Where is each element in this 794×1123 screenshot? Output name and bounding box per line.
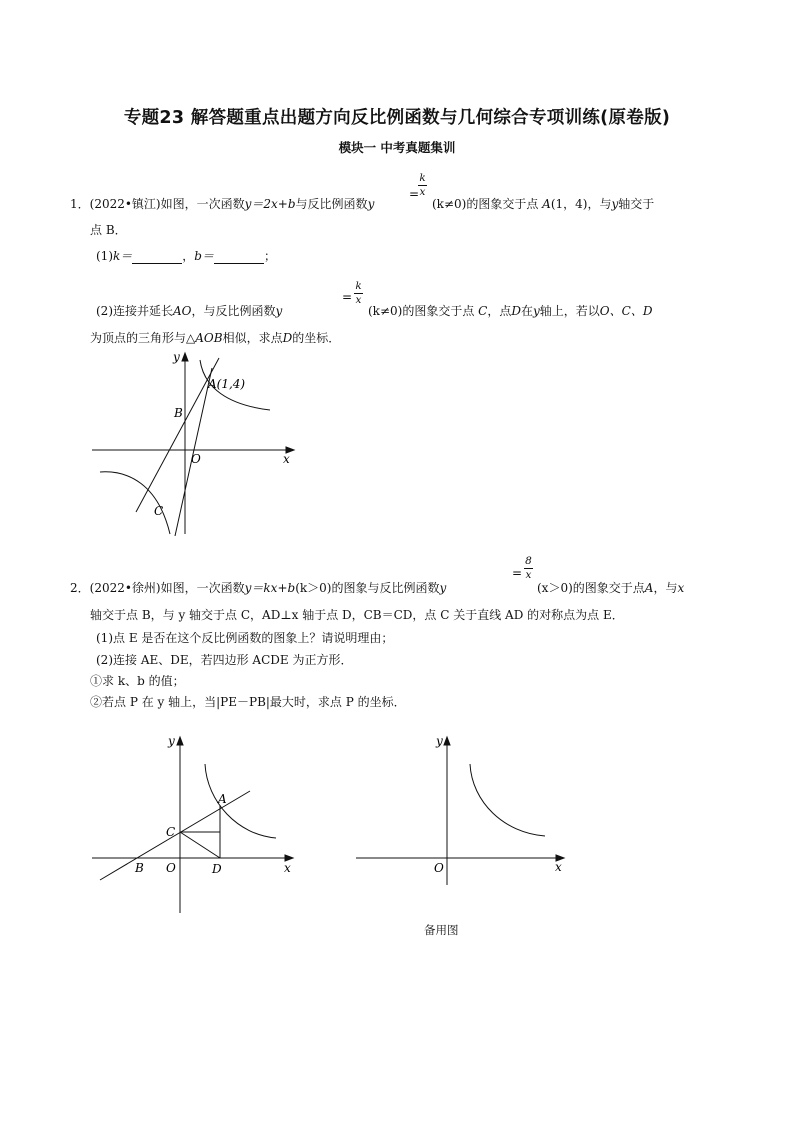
q2-part-1: (1)点 E 是否在这个反比例函数的图象上？请说明理由； — [96, 631, 394, 645]
module-heading: 模块一 中考真题集训 — [338, 140, 456, 155]
q1-text: 轴上，若以 — [539, 304, 600, 318]
q2-part-2: (2)连接 AE、DE，若四边形 ACDE 为正方形． — [96, 653, 353, 667]
q2-point-a: A — [644, 581, 654, 595]
q1-var-y: y — [367, 197, 375, 211]
origin-label: O — [191, 452, 201, 466]
fraction-denominator: x — [355, 294, 362, 306]
q1-point-d: D — [282, 331, 293, 345]
y-axis-label: y — [173, 350, 180, 364]
point-b-label: B — [174, 406, 183, 420]
fraction-numerator: 8 — [525, 555, 532, 567]
q1-text: ， — [182, 249, 195, 263]
q1-text: (1) — [96, 249, 113, 263]
x-axis-label: x — [284, 861, 291, 875]
y-axis-arrow — [182, 353, 188, 361]
q1-text: (k≠0)的图象交于点 — [368, 304, 475, 318]
q2-var-x: x — [677, 581, 685, 595]
fraction-numerator: k — [419, 172, 426, 184]
q1-text: 1．(2022•镇江)如图，一次函数 — [70, 197, 245, 211]
q2-text: (x＞0)的图象交于点 — [537, 581, 645, 595]
x-axis-label: x — [555, 860, 562, 874]
q2-sub-2: ②若点 P 在 y 轴上，当|PE－PB|最大时，求点 P 的坐标． — [90, 695, 406, 709]
q1-line-1-cont — [432, 196, 654, 212]
point-a-label: A(1,4) — [208, 377, 246, 391]
x-axis-label: x — [283, 452, 290, 466]
y-axis-arrow — [444, 737, 450, 745]
q1-eq-sign: = — [409, 187, 420, 201]
q1-text: 在 — [520, 304, 533, 318]
q1-text: (1，4)，与 — [550, 197, 612, 211]
answer-blank-b[interactable] — [214, 251, 264, 264]
q1-text: 轴交于 — [618, 197, 655, 211]
q1-text: (k≠0)的图象交于点 — [432, 197, 539, 211]
q1-part-3 — [90, 330, 340, 346]
q1-part-2-cont — [368, 303, 652, 319]
q2-fraction — [524, 556, 533, 581]
q1-point-d: D — [511, 304, 521, 318]
q1-text: ，与反比例函数 — [191, 304, 276, 318]
point-d-label: D — [212, 862, 222, 876]
q1-var-y: y — [533, 304, 540, 318]
fraction-denominator: x — [419, 186, 426, 198]
q2-figure-2 — [352, 730, 572, 890]
q2-text: ，与 — [653, 581, 678, 595]
q2-text: (k＞0)的图象与反比例函数 — [295, 581, 440, 595]
point-c-label: C — [154, 504, 164, 518]
hyperbola — [205, 764, 276, 838]
segment-cd — [180, 832, 220, 858]
q2-sub-1: ①求 k、b 的值； — [90, 674, 185, 688]
q1-seg-ao: AO — [173, 304, 192, 318]
y-axis-label: y — [436, 734, 443, 748]
q2-linear-fn: y＝kx+b — [244, 581, 296, 595]
y-axis-arrow — [177, 737, 183, 745]
fraction-numerator: k — [355, 280, 362, 292]
q2-line-1-cont — [537, 580, 684, 596]
hyperbola-branch-2 — [100, 472, 170, 534]
q1-text: ； — [263, 249, 276, 263]
q1-text: (2)连接并延长 — [96, 304, 173, 318]
q1-text: ，点 — [487, 304, 512, 318]
q1-fraction-2 — [354, 281, 363, 306]
q2-text: 2．(2022•徐州)如图，一次函数 — [70, 581, 245, 595]
q1-point-a: A — [542, 197, 551, 211]
q2-line-1 — [70, 580, 446, 596]
q2-var-y: y — [439, 581, 447, 595]
q1-var-y: y — [275, 304, 283, 318]
fraction-denominator: x — [525, 569, 532, 581]
line-ab — [136, 358, 219, 512]
origin-label: O — [166, 861, 176, 875]
q1-triangle-aob: AOB — [195, 331, 223, 345]
q1-k-label: k＝ — [113, 249, 133, 263]
q1-eq-sign-2: = — [342, 290, 353, 304]
q1-text: 为顶点的三角形与△ — [90, 331, 196, 345]
q1-linear-fn: y＝2x+b — [244, 197, 296, 211]
q1-part-1 — [96, 248, 276, 264]
point-a-label: A — [218, 792, 227, 806]
q1-point-c: C — [478, 304, 488, 318]
hyperbola — [470, 764, 545, 836]
q1-line-2: 点 B． — [90, 223, 127, 237]
q1-text: 的坐标． — [292, 331, 341, 345]
q1-figure — [88, 348, 303, 536]
q2-figure-1 — [88, 730, 303, 920]
q1-var-y: y — [611, 197, 619, 211]
q1-text: 相似，求点 — [222, 331, 283, 345]
origin-label: O — [434, 861, 444, 875]
point-c-label: C — [166, 825, 176, 839]
q1-b-label: b＝ — [194, 249, 214, 263]
answer-blank-k[interactable] — [132, 251, 182, 264]
q1-line-1 — [70, 196, 374, 212]
q2-eq-sign: = — [512, 566, 523, 580]
point-b-label: B — [135, 861, 144, 875]
q1-part-2 — [96, 303, 282, 319]
q2-line-2: 轴交于点 B，与 y 轴交于点 C，AD⊥x 轴于点 D，CB＝CD，点 C 关于直线 AD 的对称点为点 E． — [90, 608, 624, 622]
page-title: 专题23 解答题重点出题方向反比例函数与几何综合专项训练(原卷版) — [123, 108, 671, 128]
y-axis-label: y — [168, 734, 175, 748]
q1-text: 与反比例函数 — [295, 197, 368, 211]
q1-points-ocd: O、C、D — [599, 304, 653, 318]
q1-fraction — [418, 173, 427, 198]
figure-caption: 备用图 — [424, 923, 459, 937]
